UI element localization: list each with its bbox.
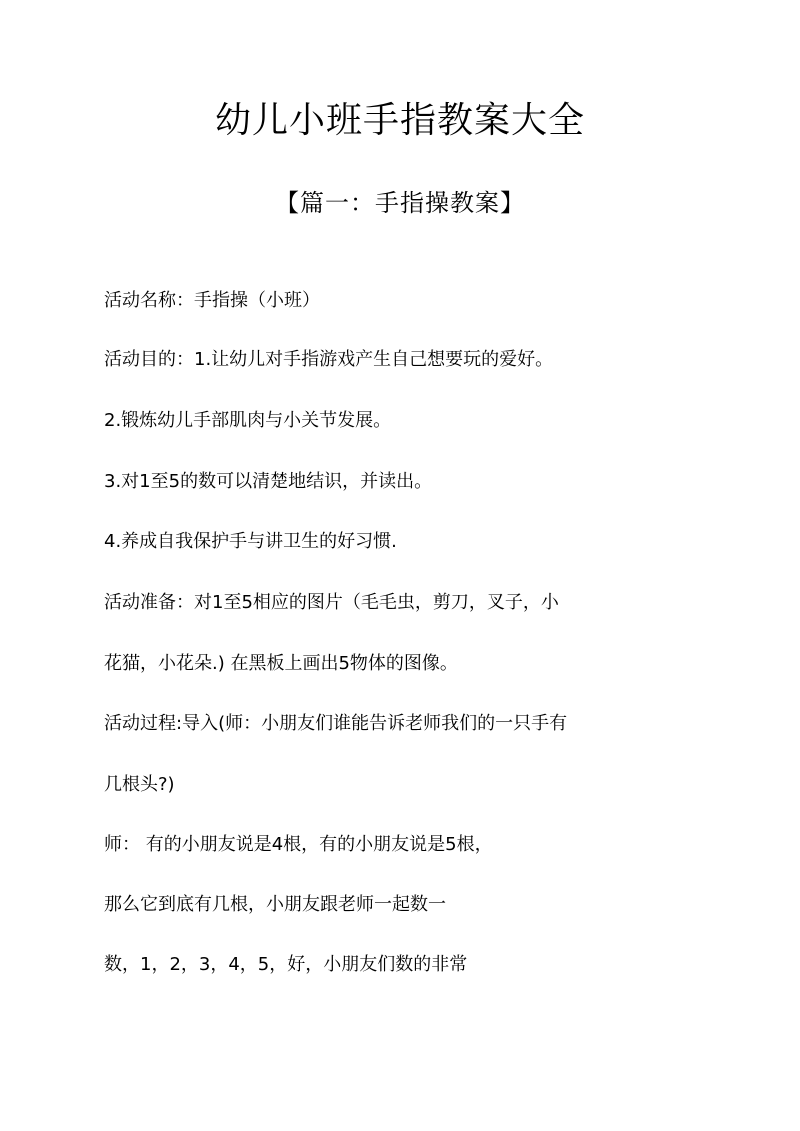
text-line-goal-4: 4.养成自我保护手与讲卫生的好习惯. [104,531,397,552]
document-subtitle: 【篇一：手指操教案】 [275,189,525,217]
text-line-activity-name: 活动名称：手指操（小班） [104,290,320,311]
text-line-goal-3: 3.对1至5的数可以清楚地结识，并读出。 [104,471,433,492]
text-line-goal-2: 2.锻炼幼儿手部肌肉与小关节发展。 [104,410,392,431]
document-title: 幼儿小班手指教案大全 [214,100,585,141]
text-line-count-intro: 那么它到底有几根，小朋友跟老师一起数一 [104,894,446,915]
text-line-process-cont: 几根头?) [104,774,175,795]
text-line-preparation: 活动准备：对1至5相应的图片（毛毛虫，剪刀，叉子，小 [104,592,559,613]
text-line-process: 活动过程:导入(师：小朋友们谁能告诉老师我们的一只手有 [104,713,568,734]
text-line-counting: 数，1，2，3，4，5，好，小朋友们数的非常 [104,954,468,975]
text-line-preparation-cont: 花猫，小花朵.) 在黑板上画出5物体的图像。 [104,653,458,674]
text-line-activity-goal: 活动目的：1.让幼儿对手指游戏产生自己想要玩的爱好。 [104,349,554,370]
text-line-teacher: 师： 有的小朋友说是4根，有的小朋友说是5根， [104,834,493,855]
